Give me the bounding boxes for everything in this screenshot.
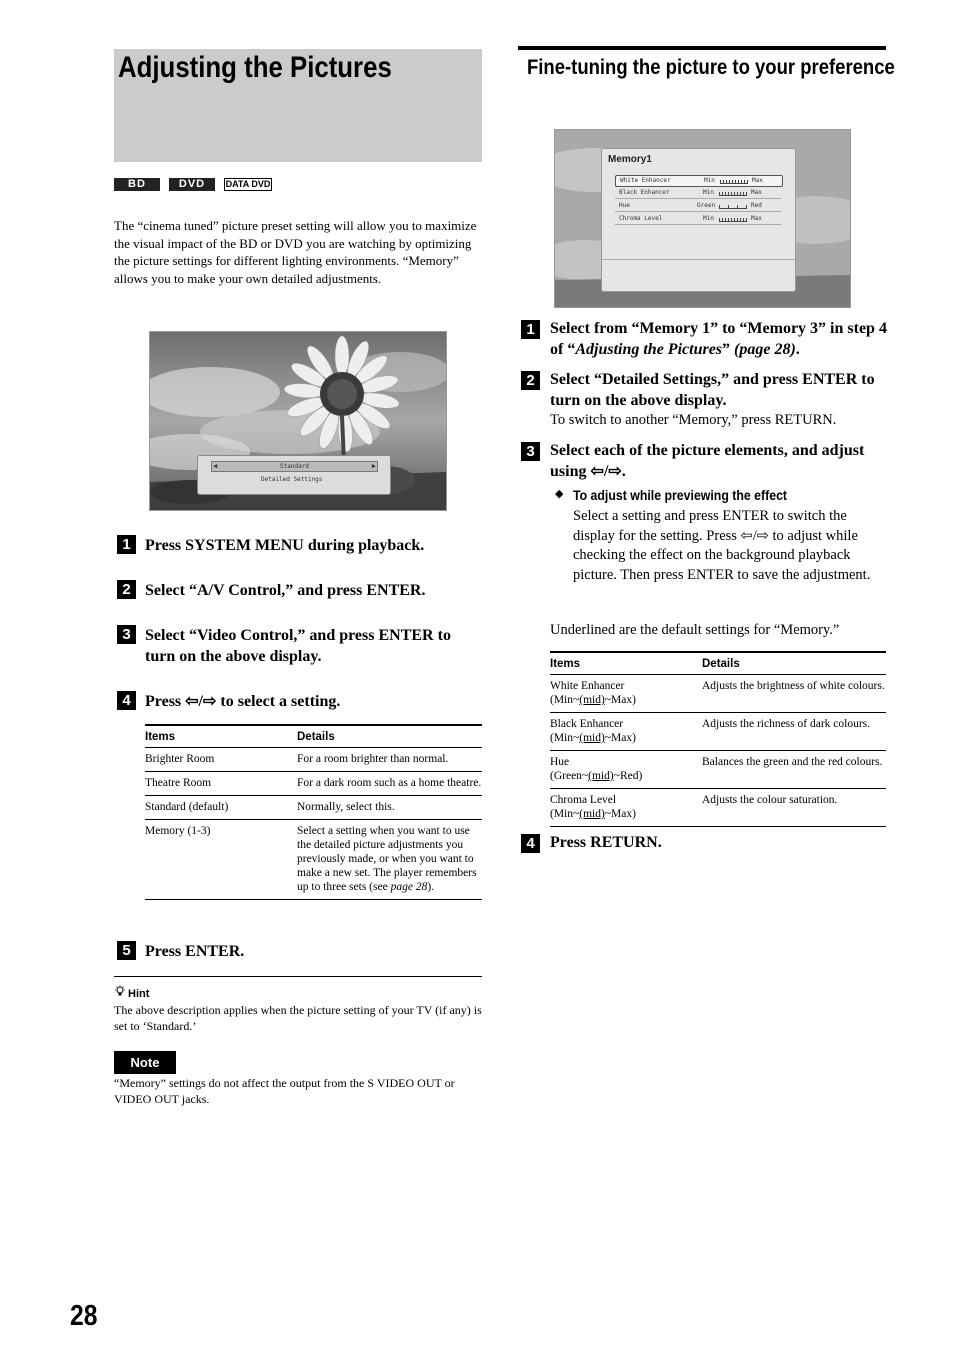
step-text xyxy=(550,318,895,360)
item-name: Black Enhancer xyxy=(550,718,624,730)
min-label: Green xyxy=(697,202,716,209)
standard-option[interactable] xyxy=(211,461,378,472)
step-text: Select “A/V Control,” and press ENTER. xyxy=(145,582,426,599)
setting-name: Black Enhancer xyxy=(619,189,670,196)
link-title: Adjusting the Pictures xyxy=(575,341,723,358)
tip-heading: To adjust while previewing the effect xyxy=(573,487,788,503)
arrow-left-right-icon: ⇦/⇨ xyxy=(740,527,769,544)
hue-row[interactable] xyxy=(615,202,781,212)
memory-screenshot xyxy=(554,129,851,308)
table-cell: Brighter Room xyxy=(145,748,297,772)
standard-label: Standard xyxy=(280,463,309,470)
table-header: Items xyxy=(550,652,702,675)
table-cell: Adjusts the brightness of white colours. xyxy=(702,675,886,713)
table-header: Details xyxy=(297,725,482,748)
table-cell xyxy=(297,820,482,900)
range-text: (Min~ xyxy=(550,732,580,744)
picture-menu-overlay xyxy=(197,455,391,495)
step-number: 4 xyxy=(521,834,540,853)
step-text: Select “Video Control,” and press ENTER to turn on the above display. xyxy=(145,627,451,665)
cell-text: ). xyxy=(427,881,435,893)
step-text: Press SYSTEM MENU during playback. xyxy=(145,537,425,554)
arrow-left-right-icon: ⇦/⇨ xyxy=(590,463,622,480)
table-row xyxy=(550,713,886,751)
step-number: 2 xyxy=(521,371,540,390)
item-name: Chroma Level xyxy=(550,794,617,806)
step-text-part: Press xyxy=(145,693,186,710)
hint-section xyxy=(114,985,484,1034)
tip-text-part: to adjust while checking the effect on the background playback picture. Then press ENTER to save the adjustment. xyxy=(573,527,871,583)
table-cell xyxy=(550,751,702,789)
page-reference: page 28 xyxy=(390,881,428,893)
table-cell: Standard (default) xyxy=(145,796,297,820)
setting-name: White Enhancer xyxy=(620,177,671,184)
step-number: 3 xyxy=(117,625,136,644)
table-row xyxy=(550,675,886,713)
table-cell xyxy=(550,789,702,827)
default-value: (mid) xyxy=(588,770,614,782)
step-number: 3 xyxy=(521,442,540,461)
item-name: Hue xyxy=(550,756,570,768)
picture-settings-table xyxy=(145,724,482,900)
page-number: 28 xyxy=(70,1300,98,1332)
item-name: White Enhancer xyxy=(550,680,625,692)
range-text: ~Red) xyxy=(613,770,643,782)
black-enhancer-row[interactable] xyxy=(615,189,781,199)
intro-paragraph: The “cinema tuned” picture preset setting will allow you to maximize the visual impact of the BD or DVD you are watching by optimizing the picture settings for different lighting environments. “Memory” allows you to make your own detailed adjustments. xyxy=(114,218,477,286)
step-number: 5 xyxy=(117,941,136,960)
table-row xyxy=(550,789,886,827)
memory-settings-table xyxy=(550,651,886,827)
max-label: Max xyxy=(752,177,763,184)
step-text-part: ” xyxy=(722,341,735,358)
table-cell: Balances the green and the red colours. xyxy=(702,751,886,789)
step-text-part: Select from “Memory 1” to “Memory 3” in step 4 of “ xyxy=(550,320,887,358)
table-cell: Memory (1-3) xyxy=(145,820,297,900)
adjust-slider[interactable] xyxy=(719,192,747,196)
step-text xyxy=(145,691,485,712)
range-text: ~Max) xyxy=(604,694,636,706)
default-value: (mid) xyxy=(579,732,605,744)
note-text: “Memory” settings do not affect the output from the S VIDEO OUT or VIDEO OUT jacks. xyxy=(114,1076,455,1106)
white-enhancer-row[interactable] xyxy=(615,175,783,187)
step-number: 4 xyxy=(117,691,136,710)
step-text: Select each of the picture elements, and adjust using ⇦/⇨. xyxy=(550,442,865,480)
hint-heading xyxy=(114,985,484,1002)
table-row xyxy=(145,772,482,796)
table-header: Details xyxy=(702,652,886,675)
memory-title: Memory1 xyxy=(608,154,652,165)
table-cell xyxy=(550,675,702,713)
table-cell: Adjusts the colour saturation. xyxy=(702,789,886,827)
defaults-note: Underlined are the default settings for “Memory.” xyxy=(550,622,840,638)
step-text-part: to select a setting. xyxy=(216,693,341,710)
arrow-right-icon: ▶ xyxy=(371,462,376,470)
default-value: (mid) xyxy=(579,808,605,820)
table-cell: For a room brighter than normal. xyxy=(297,748,482,772)
section-heading: Fine-tuning the picture to your preference xyxy=(527,55,895,79)
min-label: Min xyxy=(703,215,714,222)
arrow-left-right-icon: ⇦/⇨ xyxy=(185,693,217,710)
arrow-left-icon: ◀ xyxy=(213,462,218,470)
min-label: Min xyxy=(704,177,715,184)
diamond-bullet-icon: ◆ xyxy=(555,488,564,500)
step-text: Select “Detailed Settings,” and press ENTER to turn on the above display. xyxy=(550,371,875,409)
step-text-part: . xyxy=(795,341,800,358)
adjust-slider[interactable] xyxy=(720,180,748,184)
table-row xyxy=(145,796,482,820)
setting-name: Chroma Level xyxy=(619,215,663,222)
max-label: Red xyxy=(751,202,762,209)
adjust-slider[interactable] xyxy=(719,205,747,209)
tip-text-part: Select a setting and press ENTER to switch the display for the setting. Press xyxy=(573,508,847,544)
step-number: 1 xyxy=(521,320,540,339)
memory-panel xyxy=(601,148,796,292)
divider xyxy=(114,976,482,977)
step-subtext: To switch to another “Memory,” press RETURN. xyxy=(550,412,837,428)
step-text-part: Select each of the picture elements, and adjust using xyxy=(550,442,865,480)
default-value: (mid) xyxy=(579,694,605,706)
lightbulb-icon xyxy=(114,985,128,1002)
tip-text xyxy=(573,507,891,585)
panel-divider xyxy=(602,259,795,260)
table-cell xyxy=(550,713,702,751)
range-text: ~Max) xyxy=(604,808,636,820)
hint-text: The above description applies when the picture setting of your TV (if any) is set to ‘Standard.’ xyxy=(114,1003,482,1033)
hint-label: Hint xyxy=(128,988,150,1000)
table-cell: For a dark room such as a home theatre. xyxy=(297,772,482,796)
max-label: Max xyxy=(751,189,762,196)
chroma-level-row[interactable] xyxy=(615,215,781,225)
range-text: (Green~ xyxy=(550,770,589,782)
table-row xyxy=(550,751,886,789)
table-cell: Normally, select this. xyxy=(297,796,482,820)
adjust-slider[interactable] xyxy=(719,218,747,222)
dvd-badge: DVD xyxy=(169,178,215,191)
heading-rule xyxy=(518,46,886,50)
step-number: 2 xyxy=(117,580,136,599)
data-dvd-badge: DATA DVD xyxy=(225,179,271,189)
range-text: (Min~ xyxy=(550,808,580,820)
setting-name: Hue xyxy=(619,202,630,209)
step-text: Press RETURN. xyxy=(550,834,662,851)
table-cell: Theatre Room xyxy=(145,772,297,796)
sunflower-screenshot xyxy=(149,331,447,511)
range-text: (Min~ xyxy=(550,694,580,706)
table-header: Items xyxy=(145,725,297,748)
page-title: Adjusting the Pictures xyxy=(118,51,392,84)
table-row xyxy=(145,748,482,772)
range-text: ~Max) xyxy=(604,732,636,744)
table-row xyxy=(145,820,482,900)
max-label: Max xyxy=(751,215,762,222)
table-cell: Adjusts the richness of dark colours. xyxy=(702,713,886,751)
page-reference: (page 28) xyxy=(734,341,796,358)
detailed-settings-option[interactable]: Detailed Settings xyxy=(261,476,323,483)
bd-badge: BD xyxy=(114,178,160,191)
min-label: Min xyxy=(703,189,714,196)
note-label: Note xyxy=(114,1051,176,1074)
step-text: Press ENTER. xyxy=(145,943,245,960)
step-number: 1 xyxy=(117,535,136,554)
cell-text: Select a setting when you want to use the detailed picture adjustments you previously made, or when you want to make a new set. The player remembers up to three sets (see xyxy=(297,825,477,893)
title-banner xyxy=(114,49,482,162)
